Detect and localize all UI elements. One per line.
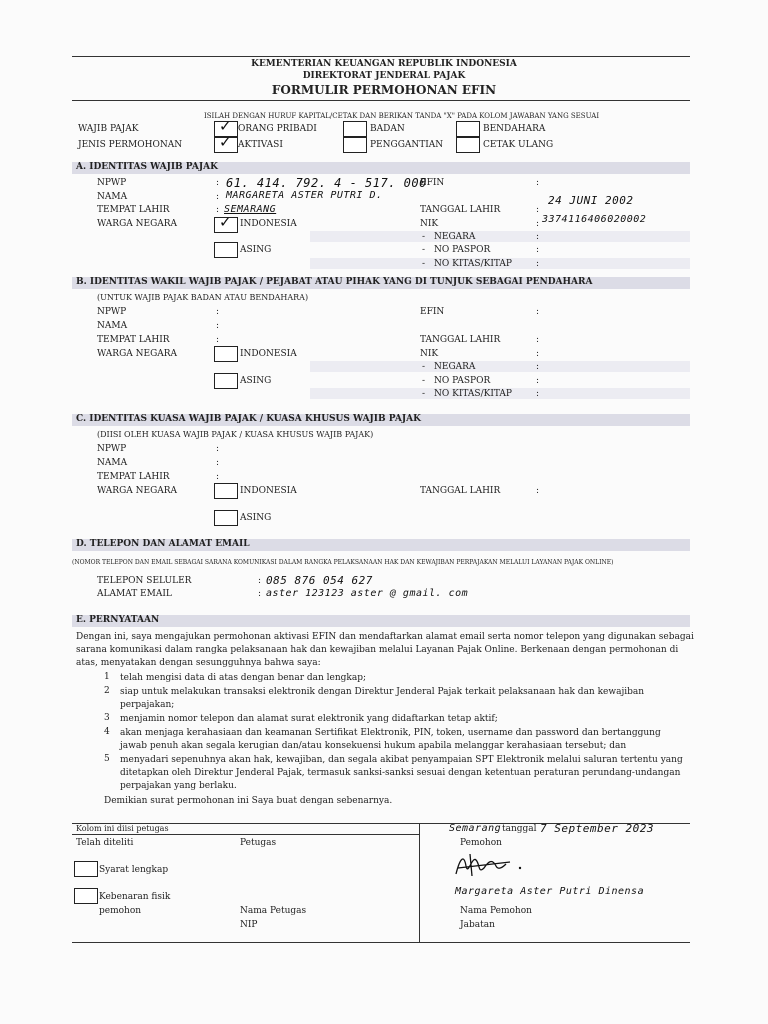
nip-label: NIP bbox=[240, 920, 258, 930]
check-icon: ✓ bbox=[219, 117, 232, 135]
asing-checkbox-a[interactable] bbox=[214, 242, 238, 258]
signature-image bbox=[450, 848, 530, 882]
instruction-text: ISILAH DENGAN HURUF KAPITAL/CETAK DAN BERIKAN TANDA "X" PADA KOLOM JAWABAN YANG SESUAI bbox=[204, 112, 600, 120]
warga-negara-label-c: WARGA NEGARA bbox=[97, 486, 178, 496]
item-number: 5 bbox=[104, 754, 110, 764]
email-value[interactable]: aster 123123 aster @ gmail. com bbox=[266, 588, 469, 599]
tempat-lahir-label-b: TEMPAT LAHIR bbox=[97, 335, 170, 345]
section-e-header bbox=[72, 615, 690, 627]
no-paspor-label: NO PASPOR bbox=[434, 245, 491, 255]
indonesia-checkbox-b[interactable] bbox=[214, 346, 238, 362]
statement-item-2: siap untuk melakukan transaksi elektronik dengan Direktur Jenderal Pajak terkait pelaksanaan hak dan kewajiban perpajakan; bbox=[120, 687, 645, 710]
npwp-label-c: NPWP bbox=[97, 444, 127, 454]
statement-item-3: menjamin nomor telepon dan alamat surat elektronik yang didaftarkan tetap aktif; bbox=[120, 714, 498, 724]
tanggal-label: tanggal bbox=[502, 824, 537, 834]
position-label: Jabatan bbox=[460, 920, 495, 930]
pemohon-small-label: pemohon bbox=[99, 906, 142, 916]
npwp-label: NPWP bbox=[97, 178, 127, 188]
indonesia-label-b: INDONESIA bbox=[240, 349, 297, 359]
orang-pribadi-label: ORANG PRIBADI bbox=[238, 124, 317, 134]
item-number: 1 bbox=[104, 672, 110, 682]
section-b-header bbox=[72, 277, 690, 289]
aktivasi-label: AKTIVASI bbox=[238, 140, 283, 150]
request-type-label: JENIS PERMOHONAN bbox=[78, 140, 183, 150]
section-b-title: B. IDENTITAS WAKIL WAJIB PAJAK / PEJABAT ATAU PIHAK YANG DI TUNJUK SEBAGAI PENDAHARA bbox=[76, 277, 593, 287]
syarat-lengkap-label: Syarat lengkap bbox=[99, 865, 169, 875]
section-b-subtitle: (UNTUK WAJIB PAJAK BADAN ATAU BENDAHARA) bbox=[97, 293, 309, 302]
negara-row bbox=[310, 231, 690, 242]
officer-divider bbox=[419, 823, 420, 942]
check-icon: ✓ bbox=[219, 213, 232, 231]
tanggal-lahir-label-b: TANGGAL LAHIR bbox=[420, 335, 501, 345]
nama-label: NAMA bbox=[97, 192, 128, 202]
cetak-ulang-label: CETAK ULANG bbox=[483, 140, 554, 150]
indonesia-label-a: INDONESIA bbox=[240, 219, 297, 229]
no-paspor-label-b: NO PASPOR bbox=[434, 376, 491, 386]
name-label: Nama Pemohon bbox=[460, 906, 532, 916]
kebenaran-fisik-checkbox[interactable] bbox=[74, 888, 98, 904]
applicant-name-value[interactable]: Margareta Aster Putri Dinensa bbox=[455, 886, 645, 897]
section-c-subtitle: (DIISI OLEH KUASA WAJIB PAJAK / KUASA KHUSUS WAJIB PAJAK) bbox=[97, 430, 374, 439]
section-d-subtitle: (NOMOR TELEPON DAN EMAIL SEBAGAI SARANA KOMUNIKASI DALAM RANGKA PELAKSANAAN HAK DAN KEWAJIBAN PERPAJAKAN MELALUI LAYANAN PAJAK ONLINE) bbox=[72, 559, 614, 566]
ministry-name: KEMENTERIAN KEUANGAN REPUBLIK INDONESIA bbox=[251, 59, 517, 69]
nik-label-b: NIK bbox=[420, 349, 439, 359]
efin-form-page: KEMENTERIAN KEUANGAN REPUBLIK INDONESIA DIREKTORAT JENDERAL PAJAK FORMULIR PERMOHONAN EFIN ISILAH DENGAN HURUF KAPITAL/CETAK DAN BERIKAN TANDA "X" PADA KOLOM JAWABAN YANG SESUAI WAJIB PAJAK JENIS PERMOHONAN ✓ ORANG PRIBADI BADAN BENDAHARA ✓ AKTIVASI PENGGANTIAN CETAK ULANG A. IDENTITAS WAJIB PAJAK NPWP NAMA TEMPAT LAHIR WARGA NEGARA : : : 61. 414. 792. 4 - 517. 000 MARGARETA ASTER PUTRI D. SEMARANG ✓ INDONESIA ASING EFIN TANGGAL LAHIR NIK - NEGARA - NO PASPOR - NO KITAS/KITAP : : : : : : 24 JUNI 2002 3374116406020002 B. IDENTITAS WAKIL WAJIB PAJAK / PEJABAT ATAU PIHAK YANG DI TUNJUK SEBAGAI PENDAHARA (UNTUK WAJIB PAJAK BADAN ATAU BENDAHARA) NPWP NAMA TEMPAT LAHIR WARGA NEGARA : : : INDONESIA ASING EFIN TANGGAL LAHIR NIK - NEGARA - NO PASPOR - NO KITAS/KITAP : : : : : : C. IDENTITAS KUASA WAJIB PAJAK / KUASA KHUSUS WAJIB PAJAK (DIISI OLEH KUASA WAJIB PAJAK / KUASA KHUSUS WAJIB PAJAK) NPWP NAMA TEMPAT LAHIR WARGA NEGARA : : : INDONESIA ASING TANGGAL LAHIR : D. TELEPON DAN ALAMAT EMAIL (NOMOR TELEPON DAN EMAIL SEBAGAI SARANA KOMUNIKASI DALAM RANGKA PELAKSANAAN HAK DAN KEWAJIBAN PERPAJAKAN MELALUI LAYANAN PAJAK ONLINE) TELEPON SELULER ALAMAT EMAIL : : 085 876 054 627 aster 123123 aster @ gmail. com E. PERNYATAAN Dengan ini, saya mengajukan permohonan aktivasi EFIN dan mendaftarkan alamat email serta nomor telepon yang digunakan sebagai sarana komunikasi dalam rangka pelaksanaan hak dan kewajiban melalui Layanan Pajak Online. Berkenaan dengan permohonan di atas, menyatakan dengan sesungguhnya bahwa saya: 1 telah mengisi data di atas dengan benar dan lengkap; 2 siap untuk melakukan transaksi elektronik dengan Direktur Jenderal Pajak terkait pelaksanaan hak dan kewajiban perpajakan; 3 menjamin nomor telepon dan alamat surat elektronik yang didaftarkan tetap aktif; 4 akan menjaga kerahasiaan dan keamanan Sertifikat Elektronik, PIN, token, username dan password dan bertanggung jawab penuh akan segala kerugian dan/atau konsekuensi hukum apabila melanggar kerahasiaan tersebut; dan 5 menyadari sepenuhnya akan hak, kewajiban, dan segala akibat penyampaian SPT Elektronik melalui saluran tertentu yang ditetapkan oleh Direktur Jenderal Pajak, termasuk sanksi-sanksi sesuai dengan ketentuan peraturan perundang-undangan perpajakan yang berlaku. Demikian surat permohonan ini Saya buat dengan sebenarnya. Kolom ini diisi petugas Telah diteliti Petugas Syarat lengkap Kebenaran fisik pemohon Nama Petugas NIP Semarang tanggal 7 September 2023 Pemohon Margareta Aster Putri Dinensa Nama Pemohon Jabatan bbox=[0, 0, 768, 1024]
tanggal-lahir-label-c: TANGGAL LAHIR bbox=[420, 486, 501, 496]
item-number: 3 bbox=[104, 713, 110, 723]
reviewed-label: Telah diteliti bbox=[76, 838, 134, 848]
penggantian-checkbox[interactable] bbox=[343, 137, 367, 153]
statement-item-1: telah mengisi data di atas dengan benar dan lengkap; bbox=[120, 673, 367, 683]
check-icon: ✓ bbox=[219, 133, 232, 151]
section-a-title: A. IDENTITAS WAJIB PAJAK bbox=[76, 162, 218, 172]
asing-label-a: ASING bbox=[240, 245, 272, 255]
efin-label-b: EFIN bbox=[420, 307, 445, 317]
indonesia-checkbox-a[interactable] bbox=[214, 213, 238, 233]
officer-box-title: Kolom ini diisi petugas bbox=[76, 824, 169, 833]
officer-bottom-rule bbox=[72, 942, 690, 943]
section-a-header bbox=[72, 162, 690, 174]
badan-checkbox[interactable] bbox=[343, 121, 367, 137]
top-rule bbox=[72, 56, 690, 57]
syarat-lengkap-checkbox[interactable] bbox=[74, 861, 98, 877]
nik-label: NIK bbox=[420, 219, 439, 229]
officer-name-label: Nama Petugas bbox=[240, 906, 307, 916]
tempat-lahir-label: TEMPAT LAHIR bbox=[97, 205, 170, 215]
item-number: 4 bbox=[104, 727, 110, 737]
bendahara-label: BENDAHARA bbox=[483, 124, 546, 134]
email-label: ALAMAT EMAIL bbox=[97, 589, 172, 599]
penggantian-label: PENGGANTIAN bbox=[370, 140, 444, 150]
aktivasi-checkbox[interactable] bbox=[214, 133, 238, 153]
no-kitas-label-b: NO KITAS/KITAP bbox=[434, 389, 512, 399]
statement-intro: Dengan ini, saya mengajukan permohonan aktivasi EFIN dan mendaftarkan alamat email serta nomor telepon yang digunakan sebagai sarana komunikasi dalam rangka pelaksanaan hak dan kewajiban melalui Layanan Pajak Online. Berkenaan dengan permohonan di atas, menyatakan dengan sesungguhnya bahwa saya: bbox=[76, 632, 694, 668]
indonesia-label-c: INDONESIA bbox=[240, 486, 297, 496]
statement-closing: Demikian surat permohonan ini Saya buat dengan sebenarnya. bbox=[104, 796, 393, 806]
item-number: 2 bbox=[104, 686, 110, 696]
tempat-lahir-label-c: TEMPAT LAHIR bbox=[97, 472, 170, 482]
asing-label-c: ASING bbox=[240, 513, 272, 523]
npwp-value[interactable]: 61. 414. 792. 4 - 517. 000 bbox=[226, 176, 427, 190]
warga-negara-label-b: WARGA NEGARA bbox=[97, 349, 178, 359]
place-value[interactable]: Semarang bbox=[449, 823, 502, 834]
asing-checkbox-c[interactable] bbox=[214, 510, 238, 526]
tanggal-lahir-value[interactable]: 24 JUNI 2002 bbox=[548, 194, 634, 207]
statement-item-5: menyadari sepenuhnya akan hak, kewajiban, dan segala akibat penyampaian SPT Elektronik melalui saluran tertentu yang ditetapkan oleh Direktur Jenderal Pajak, termasuk sanksi-sanksi sesuai dengan ketentuan peraturan perundang-undangan perpajakan yang berlaku. bbox=[120, 755, 683, 791]
taxpayer-type-label: WAJIB PAJAK bbox=[78, 124, 139, 134]
negara-row-b bbox=[310, 361, 690, 372]
statement-item-4: akan menjaga kerahasiaan dan keamanan Sertifikat Elektronik, PIN, token, username dan password dan bertanggung jawab penuh akan segala kerugian dan/atau konsekuensi hukum apabila melanggar kerahasiaan tersebut; dan bbox=[120, 728, 661, 751]
section-d-title: D. TELEPON DAN ALAMAT EMAIL bbox=[76, 539, 250, 549]
nama-label-b: NAMA bbox=[97, 321, 128, 331]
asing-label-b: ASING bbox=[240, 376, 272, 386]
title-rule bbox=[72, 100, 690, 101]
section-d-header bbox=[72, 539, 690, 551]
pemohon-label: Pemohon bbox=[460, 838, 502, 848]
negara-label: NEGARA bbox=[434, 232, 476, 242]
section-c-header bbox=[72, 414, 690, 426]
asing-checkbox-b[interactable] bbox=[214, 373, 238, 389]
section-e-title: E. PERNYATAAN bbox=[76, 615, 160, 625]
officer-label: Petugas bbox=[240, 838, 277, 848]
negara-label-b: NEGARA bbox=[434, 362, 476, 372]
warga-negara-label: WARGA NEGARA bbox=[97, 219, 178, 229]
nama-label-c: NAMA bbox=[97, 458, 128, 468]
nama-value[interactable]: MARGARETA ASTER PUTRI D. bbox=[226, 190, 383, 201]
tanggal-lahir-label: TANGGAL LAHIR bbox=[420, 205, 501, 215]
npwp-label-b: NPWP bbox=[97, 307, 127, 317]
no-kitas-label: NO KITAS/KITAP bbox=[434, 259, 512, 269]
directorate-name: DIREKTORAT JENDERAL PAJAK bbox=[302, 71, 466, 81]
nik-value[interactable]: 3374116406020002 bbox=[542, 214, 647, 225]
sign-date-value[interactable]: 7 September 2023 bbox=[540, 822, 654, 835]
phone-value[interactable]: 085 876 054 627 bbox=[266, 574, 373, 587]
cetak-ulang-checkbox[interactable] bbox=[456, 137, 480, 153]
tempat-lahir-value[interactable]: SEMARANG bbox=[224, 204, 277, 215]
form-title: FORMULIR PERMOHONAN EFIN bbox=[271, 83, 497, 97]
officer-header-rule bbox=[72, 834, 420, 835]
efin-label: EFIN bbox=[420, 178, 445, 188]
bendahara-checkbox[interactable] bbox=[456, 121, 480, 137]
kebenaran-fisik-label: Kebenaran fisik bbox=[99, 892, 171, 902]
indonesia-checkbox-c[interactable] bbox=[214, 483, 238, 499]
section-c-title: C. IDENTITAS KUASA WAJIB PAJAK / KUASA KHUSUS WAJIB PAJAK bbox=[76, 414, 421, 424]
badan-label: BADAN bbox=[370, 124, 405, 134]
phone-label: TELEPON SELULER bbox=[97, 576, 192, 586]
